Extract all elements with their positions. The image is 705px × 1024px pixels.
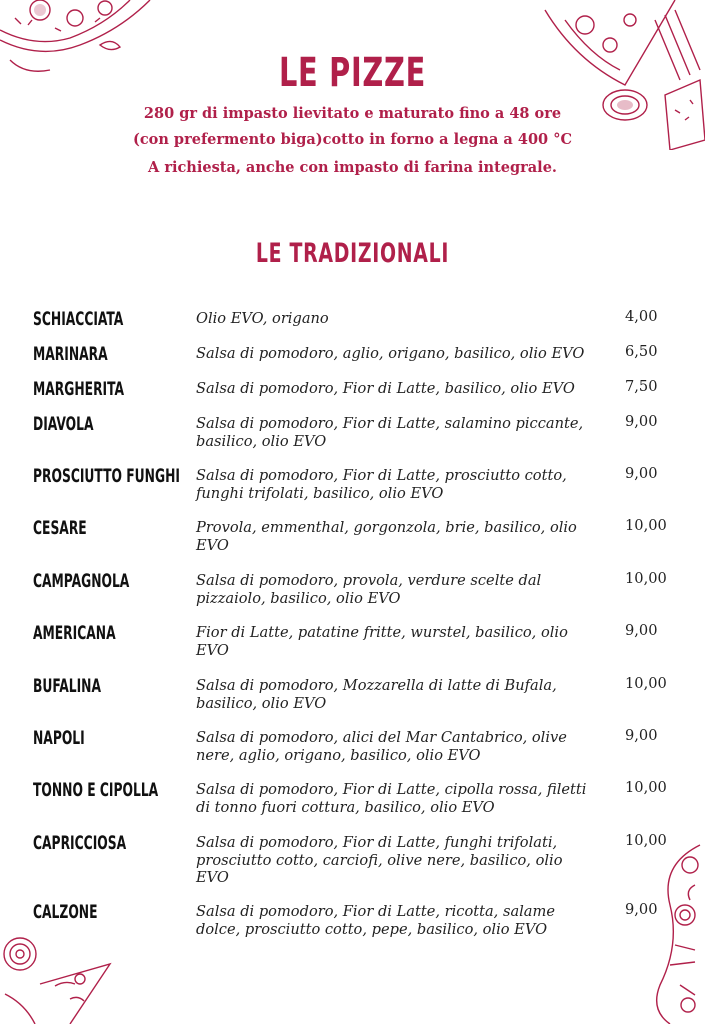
pizza-description: Olio EVO, origano	[196, 310, 329, 327]
pizza-name: CALZONE	[33, 901, 98, 923]
pizza-name: SCHIACCIATA	[33, 308, 124, 330]
pizza-price: 9,00	[625, 465, 658, 482]
pizza-description: Salsa di pomodoro, Fior di Latte, salamino piccante, basilico, olio EVO	[196, 415, 584, 450]
pizza-description: Salsa di pomodoro, Fior di Latte, funghi trifolati, prosciutto cotto, carciofi, olive nere, basilico, olio EVO	[196, 834, 563, 886]
pizza-illustration-icon	[640, 835, 705, 1024]
pizza-description: Salsa di pomodoro, Fior di Latte, prosciutto cotto, funghi trifolati, basilico, olio EVO	[196, 467, 567, 502]
pizza-name: DIAVOLA	[33, 413, 94, 435]
pizza-name: PROSCIUTTO FUNGHI	[33, 465, 180, 487]
pizza-name: NAPOLI	[33, 727, 85, 749]
pizza-description: Provola, emmenthal, gorgonzola, brie, basilico, olio EVO	[196, 519, 577, 554]
intro-line: A richiesta, anche con impasto di farina integrale.	[148, 159, 557, 176]
pizza-price: 4,00	[625, 308, 658, 325]
page-title: LE PIZZE	[278, 50, 427, 96]
pizza-price: 10,00	[625, 517, 667, 534]
pizza-price: 9,00	[625, 622, 658, 639]
pizza-price: 10,00	[625, 675, 667, 692]
pizza-description: Salsa di pomodoro, alici del Mar Cantabrico, olive nere, aglio, origano, basilico, olio EVO	[196, 729, 567, 764]
section-title: LE TRADIZIONALI	[255, 238, 450, 269]
pizza-name: CESARE	[33, 517, 87, 539]
pizza-name: MARINARA	[33, 343, 108, 365]
pizza-description: Salsa di pomodoro, Mozzarella di latte di Bufala, basilico, olio EVO	[196, 677, 557, 712]
pizza-illustration-icon	[0, 924, 120, 1024]
pizza-price: 9,00	[625, 727, 658, 744]
pizza-description: Salsa di pomodoro, provola, verdure scelte dal pizzaiolo, basilico, olio EVO	[196, 572, 542, 607]
pizza-description: Salsa di pomodoro, aglio, origano, basilico, olio EVO	[196, 345, 585, 362]
pizza-name: TONNO E CIPOLLA	[33, 779, 159, 801]
intro-line: 280 gr di impasto lievitato e maturato fino a 48 ore	[143, 105, 562, 122]
pizza-price: 10,00	[625, 570, 667, 587]
pizza-description: Salsa di pomodoro, Fior di Latte, basilico, olio EVO	[196, 380, 575, 397]
intro-line: (con prefermento biga)cotto in forno a legna a 400 °C	[132, 131, 572, 148]
pizza-name: CAPRICCIOSA	[33, 832, 127, 854]
pizza-description: Salsa di pomodoro, Fior di Latte, cipolla rossa, filetti di tonno fuori cottura, basilico, olio EVO	[196, 781, 587, 816]
pizza-price: 9,00	[625, 413, 658, 430]
pizza-price: 9,00	[625, 901, 658, 918]
pizza-name: BUFALINA	[33, 675, 101, 697]
pizza-description: Salsa di pomodoro, Fior di Latte, ricotta, salame dolce, prosciutto cotto, pepe, basilico, olio EVO	[196, 903, 555, 938]
pizza-price: 10,00	[625, 779, 667, 796]
pizza-price: 6,50	[625, 343, 658, 360]
pizza-name: MARGHERITA	[33, 378, 124, 400]
pizza-name: AMERICANA	[33, 622, 116, 644]
pizza-price: 7,50	[625, 378, 658, 395]
pizza-name: CAMPAGNOLA	[33, 570, 130, 592]
pizza-price: 10,00	[625, 832, 667, 849]
pizza-description: Fior di Latte, patatine fritte, wurstel, basilico, olio EVO	[196, 624, 568, 659]
